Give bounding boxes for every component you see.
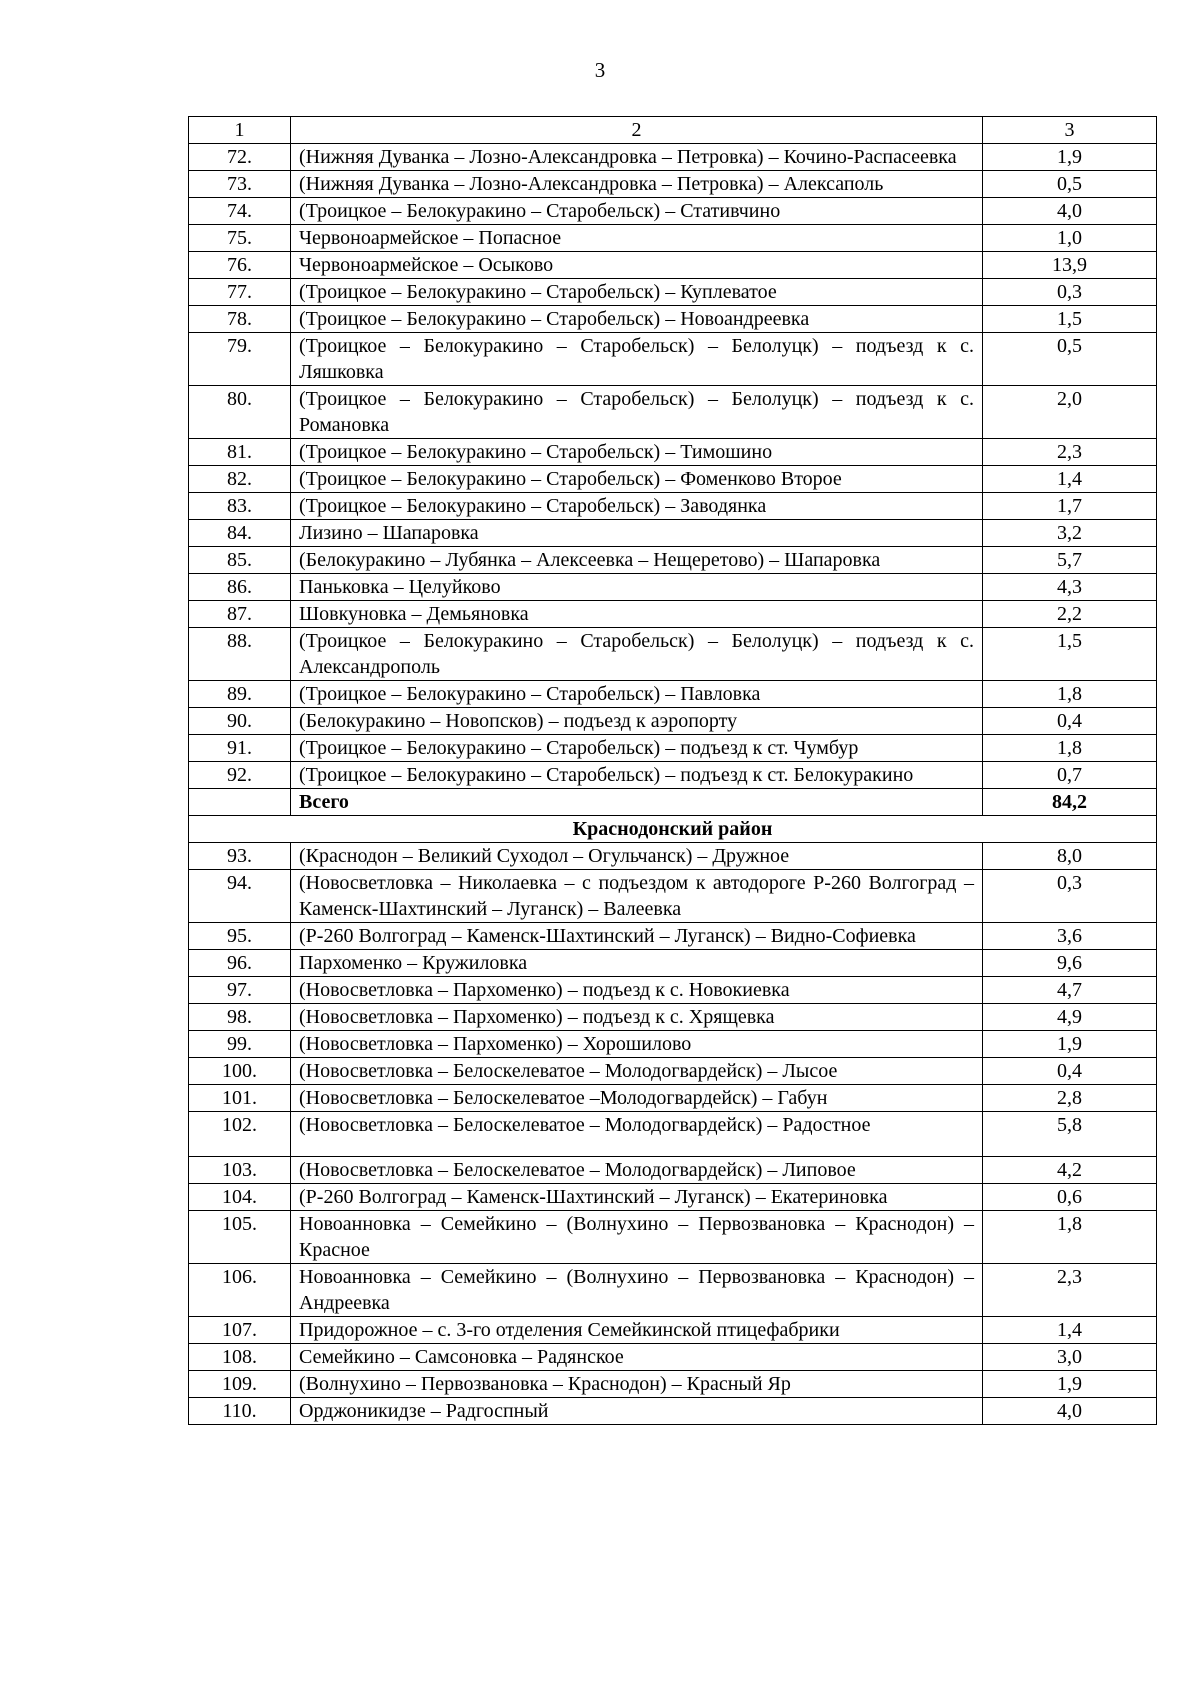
- table-row: [189, 466, 1157, 493]
- row-number: 78.: [189, 306, 291, 333]
- total-label: Всего: [291, 789, 983, 816]
- page-number: 3: [594, 58, 606, 82]
- row-number: 87.: [189, 601, 291, 628]
- table-row: [189, 977, 1157, 1004]
- road-name: (Троицкое – Белокуракино – Старобельск) – Белолуцк) – подъезд к с. Александрополь: [291, 628, 983, 681]
- table-row: [189, 1085, 1157, 1112]
- road-name: (Белокуракино – Новопсков) – подъезд к аэропорту: [291, 708, 983, 735]
- road-name: (Волнухино – Первозвановка – Краснодон) – Красный Яр: [291, 1371, 983, 1398]
- road-name: (Троицкое – Белокуракино – Старобельск) – Заводянка: [291, 493, 983, 520]
- district-name: Краснодонский район: [189, 816, 1157, 843]
- row-number: 92.: [189, 762, 291, 789]
- road-length: 8,0: [983, 843, 1157, 870]
- table-body: [189, 144, 1157, 1425]
- row-number: 109.: [189, 1371, 291, 1398]
- row-number: 108.: [189, 1344, 291, 1371]
- district-header-row: [189, 816, 1157, 843]
- row-number: 106.: [189, 1264, 291, 1317]
- road-length: 1,4: [983, 466, 1157, 493]
- row-number: 85.: [189, 547, 291, 574]
- road-length: 4,7: [983, 977, 1157, 1004]
- road-length: 1,9: [983, 144, 1157, 171]
- row-number: 107.: [189, 1317, 291, 1344]
- road-length: 0,6: [983, 1184, 1157, 1211]
- road-length: 1,0: [983, 225, 1157, 252]
- road-name: (Р-260 Волгоград – Каменск-Шахтинский – Луганск) – Екатериновка: [291, 1184, 983, 1211]
- header-col-3: 3: [983, 117, 1157, 144]
- road-name: (Троицкое – Белокуракино – Старобельск) – Фоменково Второе: [291, 466, 983, 493]
- road-name: (Троицкое – Белокуракино – Старобельск) – Белолуцк) – подъезд к с. Ляшковка: [291, 333, 983, 386]
- table-row: [189, 708, 1157, 735]
- table-row: [189, 225, 1157, 252]
- road-name: (Троицкое – Белокуракино – Старобельск) – подъезд к ст. Белокуракино: [291, 762, 983, 789]
- row-number: 81.: [189, 439, 291, 466]
- road-name: Пархоменко – Кружиловка: [291, 950, 983, 977]
- road-name: (Новосветловка – Пархоменко) – подъезд к с. Хрящевка: [291, 1004, 983, 1031]
- table-row: [189, 1344, 1157, 1371]
- road-length: 1,5: [983, 306, 1157, 333]
- road-length: 2,0: [983, 386, 1157, 439]
- road-length: 0,7: [983, 762, 1157, 789]
- road-length: 3,2: [983, 520, 1157, 547]
- road-name: (Новосветловка – Белоскелеватое – Молодогвардейск) – Липовое: [291, 1157, 983, 1184]
- table-row: [189, 171, 1157, 198]
- table-row: [189, 1211, 1157, 1264]
- road-length: 4,0: [983, 1398, 1157, 1425]
- road-name: (Нижняя Дуванка – Лозно-Александровка – Петровка) – Кочино-Распасеевка: [291, 144, 983, 171]
- row-number: 110.: [189, 1398, 291, 1425]
- table-row: [189, 520, 1157, 547]
- row-number: 74.: [189, 198, 291, 225]
- road-length: 1,7: [983, 493, 1157, 520]
- table-row: [189, 333, 1157, 386]
- table-row: [189, 843, 1157, 870]
- road-name: (Троицкое – Белокуракино – Старобельск) – Павловка: [291, 681, 983, 708]
- row-number: 99.: [189, 1031, 291, 1058]
- row-number: [189, 789, 291, 816]
- road-length: 1,8: [983, 1211, 1157, 1264]
- row-number: 88.: [189, 628, 291, 681]
- road-length: 0,4: [983, 708, 1157, 735]
- row-number: 79.: [189, 333, 291, 386]
- road-name: (Троицкое – Белокуракино – Старобельск) – Белолуцк) – подъезд к с. Романовка: [291, 386, 983, 439]
- road-name: (Троицкое – Белокуракино – Старобельск) – Тимошино: [291, 439, 983, 466]
- road-name: (Троицкое – Белокуракино – Старобельск) – Стативчино: [291, 198, 983, 225]
- row-number: 77.: [189, 279, 291, 306]
- roads-table: [188, 116, 1157, 1425]
- row-number: 76.: [189, 252, 291, 279]
- road-length: 1,8: [983, 681, 1157, 708]
- road-name: (Троицкое – Белокуракино – Старобельск) – Куплеватое: [291, 279, 983, 306]
- road-name: (Новосветловка – Пархоменко) – Хорошилово: [291, 1031, 983, 1058]
- road-length: 2,3: [983, 1264, 1157, 1317]
- road-length: 4,2: [983, 1157, 1157, 1184]
- table-row: [189, 1112, 1157, 1157]
- road-length: 1,5: [983, 628, 1157, 681]
- table-row: [189, 439, 1157, 466]
- row-number: 91.: [189, 735, 291, 762]
- road-length: 3,6: [983, 923, 1157, 950]
- row-number: 86.: [189, 574, 291, 601]
- row-number: 98.: [189, 1004, 291, 1031]
- table-row: [189, 1184, 1157, 1211]
- table-row: [189, 279, 1157, 306]
- header-col-1: 1: [189, 117, 291, 144]
- road-length: 2,8: [983, 1085, 1157, 1112]
- road-name: (Новосветловка – Николаевка – с подъездом к автодороге Р-260 Волгоград – Каменск-Шахтинский – Луганск) – Валеевка: [291, 870, 983, 923]
- total-length: 84,2: [983, 789, 1157, 816]
- road-name: Придорожное – с. 3-го отделения Семейкинской птицефабрики: [291, 1317, 983, 1344]
- table-row: [189, 762, 1157, 789]
- table-row: [189, 735, 1157, 762]
- road-length: 5,8: [983, 1112, 1157, 1157]
- table-row: [189, 1371, 1157, 1398]
- header-row: [189, 117, 1157, 144]
- table-row: [189, 950, 1157, 977]
- road-length: 3,0: [983, 1344, 1157, 1371]
- row-number: 90.: [189, 708, 291, 735]
- road-name: Орджоникидзе – Радгоспный: [291, 1398, 983, 1425]
- road-length: 0,3: [983, 870, 1157, 923]
- table-row: [189, 1004, 1157, 1031]
- header-col-2: 2: [291, 117, 983, 144]
- table-row: [189, 144, 1157, 171]
- table-row: [189, 870, 1157, 923]
- total-row: [189, 789, 1157, 816]
- row-number: 103.: [189, 1157, 291, 1184]
- table-row: [189, 252, 1157, 279]
- row-number: 102.: [189, 1112, 291, 1157]
- table-row: [189, 493, 1157, 520]
- row-number: 75.: [189, 225, 291, 252]
- road-name: (Р-260 Волгоград – Каменск-Шахтинский – Луганск) – Видно-Софиевка: [291, 923, 983, 950]
- road-name: (Новосветловка – Пархоменко) – подъезд к с. Новокиевка: [291, 977, 983, 1004]
- row-number: 89.: [189, 681, 291, 708]
- row-number: 95.: [189, 923, 291, 950]
- table-row: [189, 198, 1157, 225]
- row-number: 84.: [189, 520, 291, 547]
- road-length: 0,3: [983, 279, 1157, 306]
- road-length: 1,9: [983, 1031, 1157, 1058]
- road-name: Шовкуновка – Демьяновка: [291, 601, 983, 628]
- road-name: Червоноармейское – Осыково: [291, 252, 983, 279]
- row-number: 72.: [189, 144, 291, 171]
- road-length: 0,5: [983, 333, 1157, 386]
- road-length: 2,2: [983, 601, 1157, 628]
- table-row: [189, 547, 1157, 574]
- road-name: Новоанновка – Семейкино – (Волнухино – Первозвановка – Краснодон) – Красное: [291, 1211, 983, 1264]
- road-length: 1,8: [983, 735, 1157, 762]
- road-name: Паньковка – Целуйково: [291, 574, 983, 601]
- table-row: [189, 681, 1157, 708]
- road-length: 2,3: [983, 439, 1157, 466]
- road-length: 13,9: [983, 252, 1157, 279]
- road-name: Новоанновка – Семейкино – (Волнухино – Первозвановка – Краснодон) – Андреевка: [291, 1264, 983, 1317]
- row-number: 83.: [189, 493, 291, 520]
- road-length: 4,9: [983, 1004, 1157, 1031]
- row-number: 97.: [189, 977, 291, 1004]
- table-row: [189, 386, 1157, 439]
- table-row: [189, 306, 1157, 333]
- road-length: 9,6: [983, 950, 1157, 977]
- road-length: 4,0: [983, 198, 1157, 225]
- table-row: [189, 1058, 1157, 1085]
- road-name: (Новосветловка – Белоскелеватое – Молодогвардейск) – Лысое: [291, 1058, 983, 1085]
- road-name: Семейкино – Самсоновка – Радянское: [291, 1344, 983, 1371]
- road-name: (Краснодон – Великий Суходол – Огульчанск) – Дружное: [291, 843, 983, 870]
- row-number: 105.: [189, 1211, 291, 1264]
- road-length: 0,5: [983, 171, 1157, 198]
- road-length: 4,3: [983, 574, 1157, 601]
- road-name: (Троицкое – Белокуракино – Старобельск) – Новоандреевка: [291, 306, 983, 333]
- road-name: Лизино – Шапаровка: [291, 520, 983, 547]
- table-row: [189, 1264, 1157, 1317]
- road-length: 0,4: [983, 1058, 1157, 1085]
- row-number: 82.: [189, 466, 291, 493]
- table-row: [189, 1031, 1157, 1058]
- table-row: [189, 574, 1157, 601]
- row-number: 96.: [189, 950, 291, 977]
- table-row: [189, 923, 1157, 950]
- row-number: 100.: [189, 1058, 291, 1085]
- table-row: [189, 1398, 1157, 1425]
- road-name: Червоноармейское – Попасное: [291, 225, 983, 252]
- road-name: (Белокуракино – Лубянка – Алексеевка – Нещеретово) – Шапаровка: [291, 547, 983, 574]
- road-length: 5,7: [983, 547, 1157, 574]
- table-row: [189, 1317, 1157, 1344]
- row-number: 101.: [189, 1085, 291, 1112]
- row-number: 73.: [189, 171, 291, 198]
- road-name: (Троицкое – Белокуракино – Старобельск) – подъезд к ст. Чумбур: [291, 735, 983, 762]
- road-name: (Новосветловка – Белоскелеватое –Молодогвардейск) – Габун: [291, 1085, 983, 1112]
- row-number: 93.: [189, 843, 291, 870]
- row-number: 104.: [189, 1184, 291, 1211]
- road-name: (Новосветловка – Белоскелеватое – Молодогвардейск) – Радостное: [291, 1112, 983, 1157]
- table-row: [189, 1157, 1157, 1184]
- road-length: 1,9: [983, 1371, 1157, 1398]
- row-number: 80.: [189, 386, 291, 439]
- road-name: (Нижняя Дуванка – Лозно-Александровка – Петровка) – Алексаполь: [291, 171, 983, 198]
- road-length: 1,4: [983, 1317, 1157, 1344]
- table-row: [189, 601, 1157, 628]
- row-number: 94.: [189, 870, 291, 923]
- table-row: [189, 628, 1157, 681]
